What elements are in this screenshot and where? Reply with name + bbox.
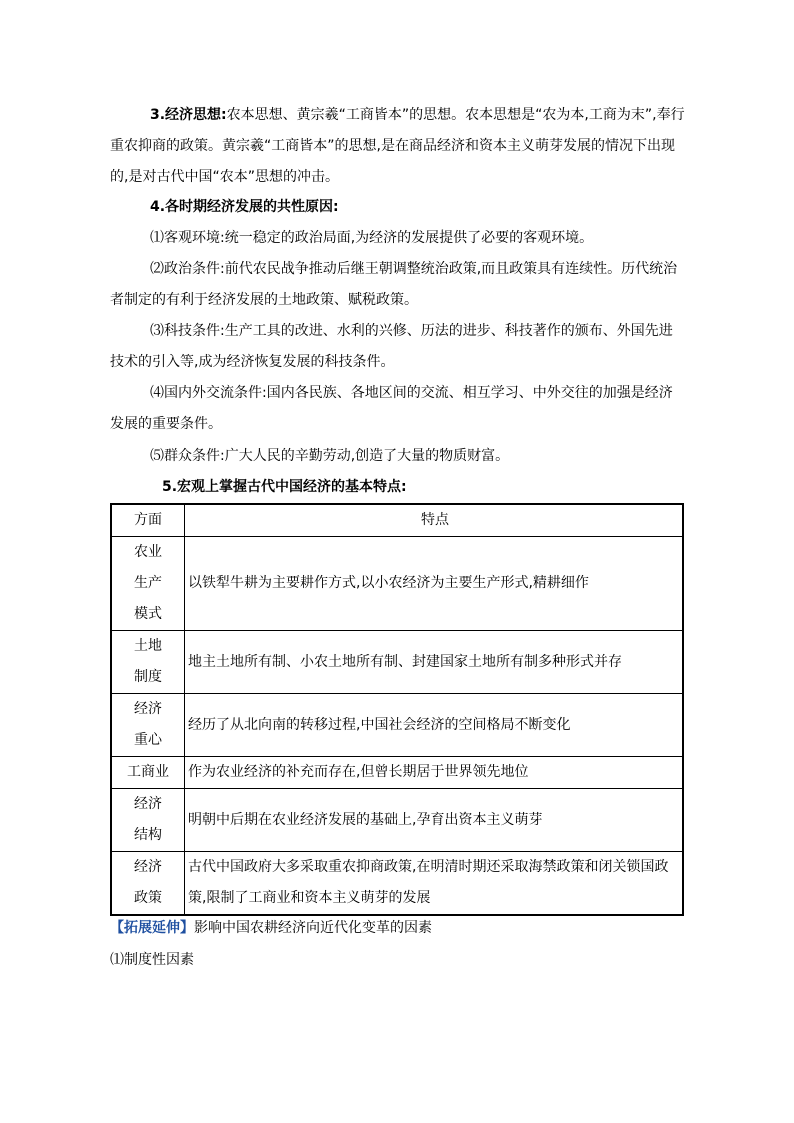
features-table — [110, 503, 684, 916]
extension-line — [110, 918, 432, 938]
row-feature: 古代中国政府大多采取重农抑商政策,在明清时期还采取海禁政策和闭关锁国政策,限制了工商业和资本主义萌芽的发展 — [185, 852, 684, 916]
row-feature: 地主土地所有制、小农土地所有制、封建国家土地所有制多种形式并存 — [185, 631, 684, 694]
row-feature: 以铁犁牛耕为主要耕作方式,以小农经济为主要生产形式,精耕细作 — [185, 537, 684, 631]
table-row — [111, 757, 683, 789]
section3-label: 3.经济思想: — [150, 107, 227, 123]
extension-text: 影响中国农耕经济向近代化变革的因素 — [194, 920, 432, 936]
extension-tag: 【拓展延伸】 — [110, 920, 194, 936]
section4-item-2: ⑵政治条件:前代农民战争推动后继王朝调整统治政策,而且政策具有连续性。历代统治者制定的有利于经济发展的土地政策、赋税政策。 — [110, 261, 678, 308]
row-aspect: 农业 生产 模式 — [111, 537, 185, 631]
table-row — [111, 852, 683, 916]
header-aspect: 方面 — [111, 504, 185, 537]
table-row — [111, 789, 683, 852]
section3-paragraph — [110, 100, 690, 193]
section4-item-3: ⑶科技条件:生产工具的改进、水利的兴修、历法的进步、科技著作的颁布、外国先进技术的引入等,成为经济恢复发展的科技条件。 — [110, 323, 673, 370]
row-feature: 经历了从北向南的转移过程,中国社会经济的空间格局不断变化 — [185, 694, 684, 757]
row-feature: 明朝中后期在农业经济发展的基础上,孕育出资本主义萌芽 — [185, 789, 684, 852]
section4-item-5: ⑸群众条件:广大人民的辛勤劳动,创造了大量的物质财富。 — [150, 448, 510, 464]
table-row — [111, 537, 683, 631]
section4-heading: 4.各时期经济发展的共性原因: — [150, 199, 339, 215]
row-feature: 作为农业经济的补充而存在,但曾长期居于世界领先地位 — [185, 757, 684, 789]
row-aspect: 工商业 — [111, 757, 185, 789]
row-aspect: 经济 政策 — [111, 852, 185, 916]
section4-item-4: ⑷国内外交流条件:国内各民族、各地区间的交流、相互学习、中外交往的加强是经济发展的重要条件。 — [110, 385, 673, 432]
row-aspect: 经济 结构 — [111, 789, 185, 852]
table-row — [111, 631, 683, 694]
extension-sub: ⑴制度性因素 — [110, 952, 194, 968]
section5-heading: 5.宏观上掌握古代中国经济的基本特点: — [162, 479, 407, 495]
row-aspect: 土地 制度 — [111, 631, 185, 694]
row-aspect: 经济 重心 — [111, 694, 185, 757]
header-feature: 特点 — [185, 504, 684, 537]
section4-item-1: ⑴客观环境:统一稳定的政治局面,为经济的发展提供了必要的客观环境。 — [150, 230, 594, 246]
table-header-row — [111, 504, 683, 537]
section3-text: 农本思想、黄宗羲“工商皆本”的思想。农本思想是“农为本,工商为末”,奉行重农抑商的政策。黄宗羲“工商皆本”的思想,是在商品经济和资本主义萌芽发展的情况下出现的,是对古代中国“农本”思想的冲击。 — [110, 107, 685, 185]
table-row — [111, 694, 683, 757]
